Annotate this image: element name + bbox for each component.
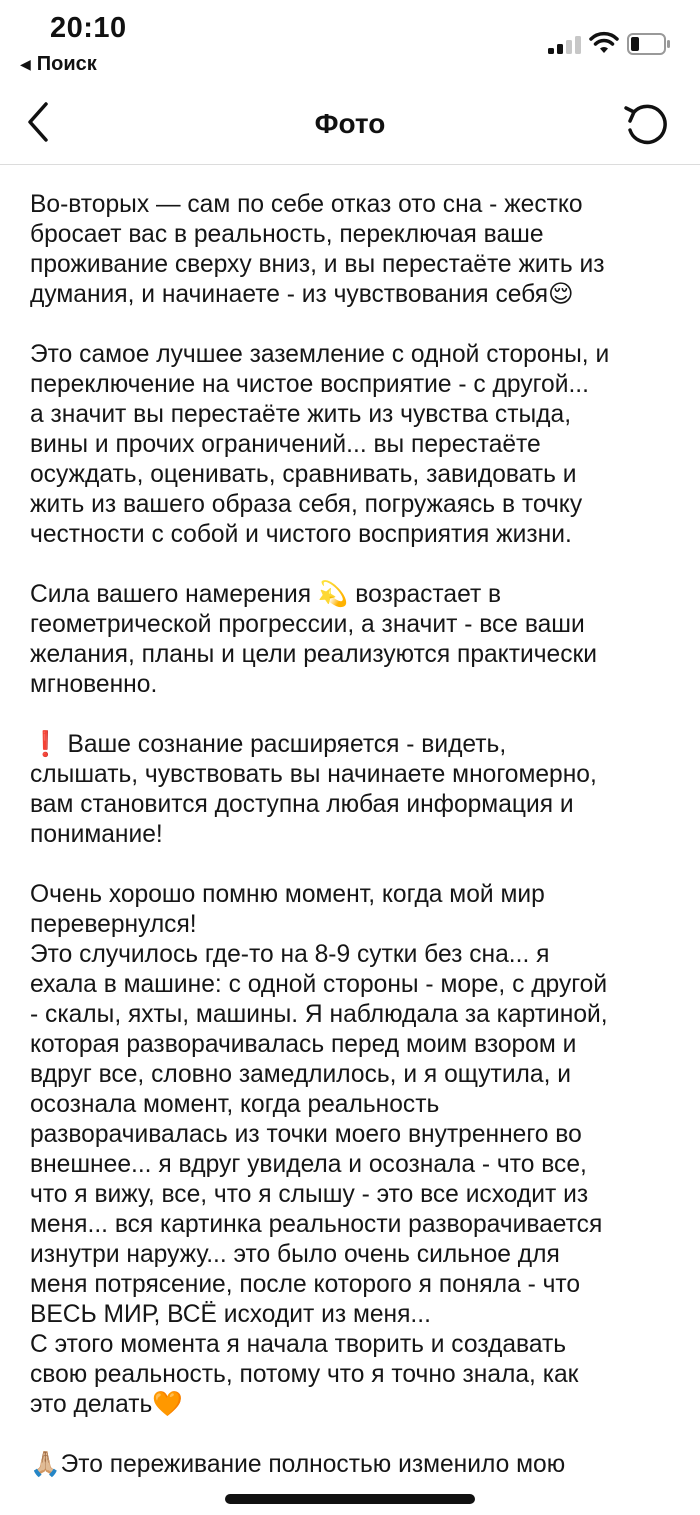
text-line: думания, и начинаете - из чувствования себя😌	[30, 281, 574, 308]
paragraph	[30, 1450, 690, 1480]
text-line: 🙏🏼Это переживание полностью изменило мою	[30, 1451, 566, 1478]
text-line: Очень хорошо помню момент, когда мой мир	[30, 881, 545, 908]
text-line: ❗ Ваше сознание расширяется - видеть,	[30, 731, 507, 758]
text-line: понимание!	[30, 821, 163, 848]
battery-low-icon	[627, 33, 671, 55]
text-line: осуждать, оценивать, сравнивать, завидовать и	[30, 461, 577, 488]
status-time: 20:10	[50, 12, 127, 44]
text-line: Во-вторых — сам по себе отказ ото сна - жестко	[30, 191, 583, 218]
nav-bar	[0, 90, 700, 165]
text-line: проживание сверху вниз, и вы перестаёте жить из	[30, 251, 605, 278]
text-line: меня потрясение, после которого я поняла - что	[30, 1271, 581, 1298]
home-indicator[interactable]	[225, 1494, 475, 1504]
paragraph	[30, 190, 690, 310]
back-triangle-icon: ◀	[20, 56, 31, 72]
paragraph	[30, 880, 690, 1420]
text-line: Это случилось где-то на 8-9 сутки без сна... я	[30, 941, 550, 968]
wifi-icon	[589, 31, 619, 55]
status-bar	[0, 0, 700, 90]
text-line: мгновенно.	[30, 671, 158, 698]
page-title: Фото	[314, 108, 386, 139]
text-line: вдруг все, словно замедлилось, и я ощутила, и	[30, 1061, 571, 1088]
text-line: С этого момента я начала творить и создавать	[30, 1331, 567, 1358]
text-line: жить из вашего образа себя, погружаясь в точку	[30, 491, 583, 518]
text-line: это делать🧡	[30, 1391, 183, 1418]
refresh-icon[interactable]	[620, 100, 670, 148]
text-line: бросает вас в реальность, переключая ваше	[30, 221, 544, 248]
back-app-label: Поиск	[36, 53, 97, 75]
text-line: что я вижу, все, что я слышу - это все исходит из	[30, 1181, 589, 1208]
text-line: внешнее... я вдруг увидела и осознала - что все,	[30, 1151, 587, 1178]
text-line: ВЕСЬ МИР, ВСЁ исходит из меня...	[30, 1301, 431, 1328]
text-line: осознала момент, когда реальность	[30, 1091, 440, 1118]
text-line: которая разворачивалась перед моим взором и	[30, 1031, 577, 1058]
text-line: ехала в машине: с одной стороны - море, с другой	[30, 971, 608, 998]
text-line: изнутри наружу... это было очень сильное для	[30, 1241, 560, 1268]
cellular-signal-icon	[548, 36, 582, 54]
text-line: меня... вся картинка реальности разворачивается	[30, 1211, 603, 1238]
text-line: свою реальность, потому что я точно знала, как	[30, 1361, 579, 1388]
text-line: вины и прочих ограничений... вы перестаёте	[30, 431, 541, 458]
text-line: честности с собой и чистого восприятия жизни.	[30, 521, 572, 548]
text-line: слышать, чувствовать вы начинаете многомерно,	[30, 761, 597, 788]
text-line: Это самое лучшее заземление с одной стороны, и	[30, 341, 610, 368]
text-line: разворачивалась из точки моего внутреннего во	[30, 1121, 582, 1148]
text-line: Сила вашего намерения 💫 возрастает в	[30, 581, 502, 608]
back-to-app-link[interactable]	[20, 53, 97, 76]
text-line: а значит вы перестаёте жить из чувства стыда,	[30, 401, 572, 428]
text-line: перевернулся!	[30, 911, 197, 938]
text-line: вам становится доступна любая информация и	[30, 791, 574, 818]
text-line: желания, планы и цели реализуются практически	[30, 641, 598, 668]
text-line: геометрической прогрессии, а значит - все ваши	[30, 611, 585, 638]
text-line: переключение на чистое восприятие - с другой...	[30, 371, 589, 398]
post-text	[30, 190, 690, 1480]
paragraph	[30, 340, 690, 550]
paragraph	[30, 580, 690, 700]
text-line: - скалы, яхты, машины. Я наблюдала за картиной,	[30, 1001, 608, 1028]
paragraph	[30, 730, 690, 850]
